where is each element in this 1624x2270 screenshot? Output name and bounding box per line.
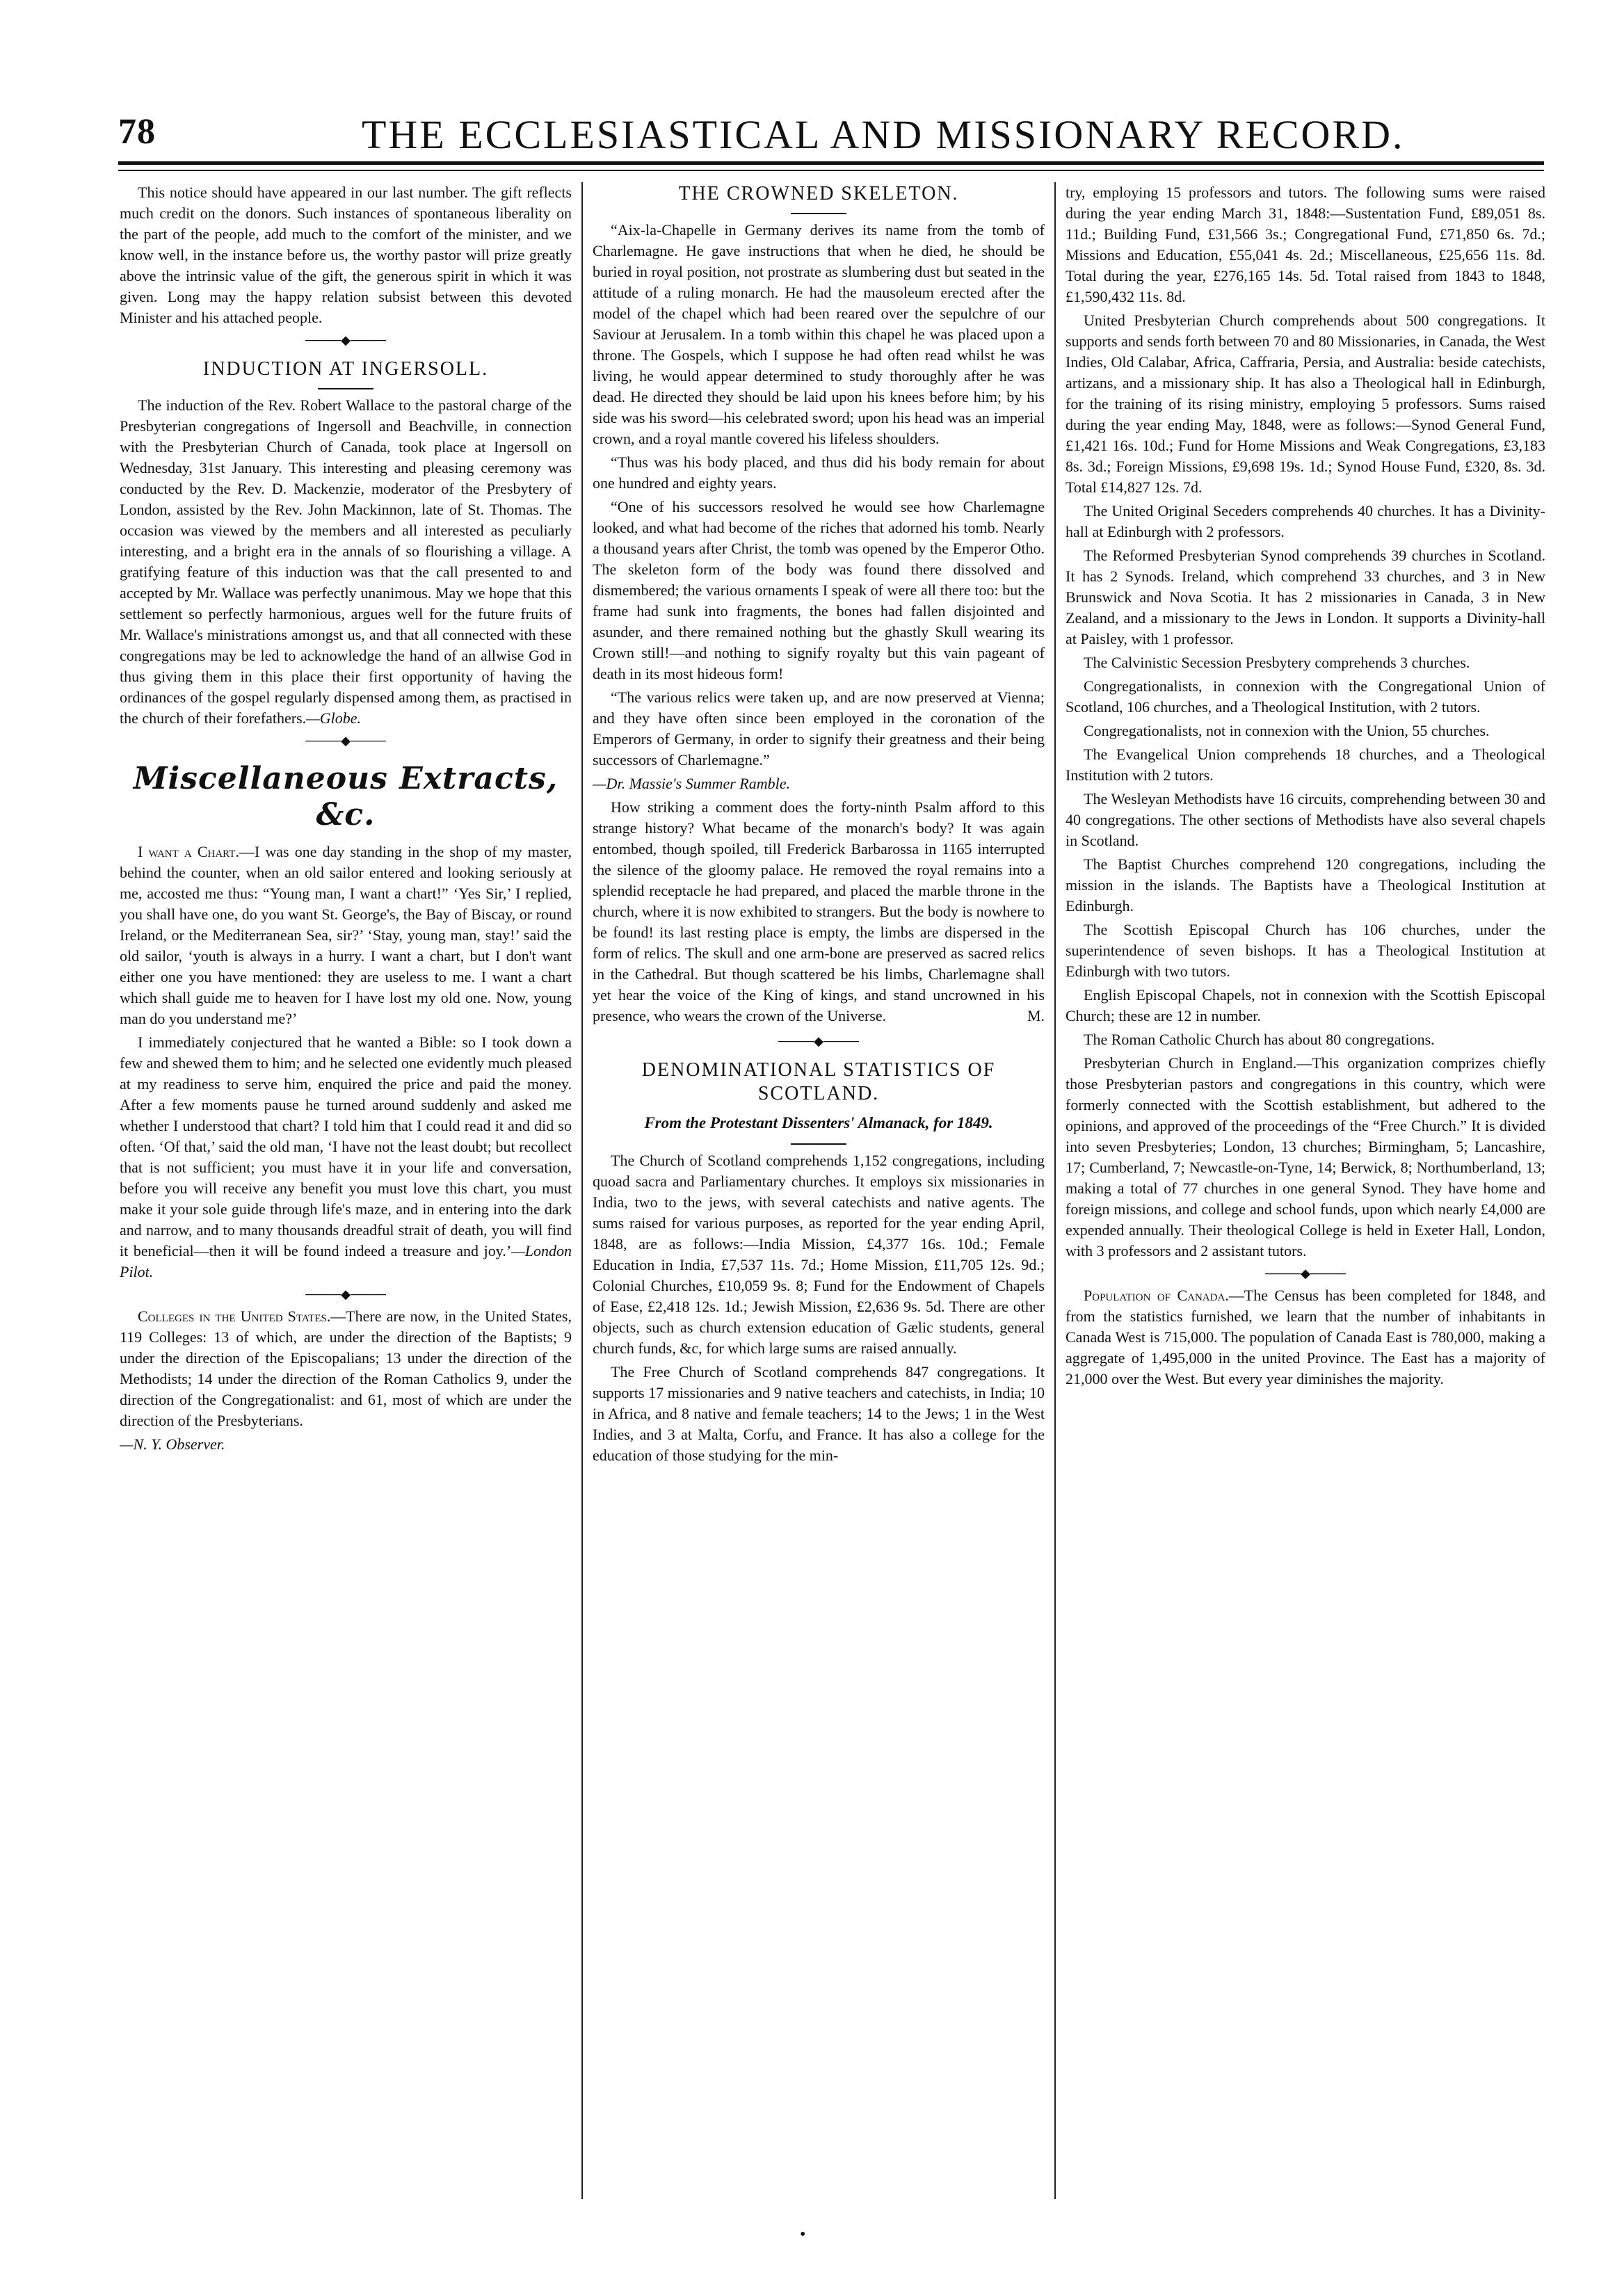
calvinistic-secession-paragraph: The Calvinistic Secession Presbytery comprehends 3 churches. <box>1084 654 1470 671</box>
ornament-divider: ────◆──── <box>778 1034 859 1048</box>
colleges-paragraph: Colleges in the United States.—There are now, in the United States, 119 Colleges: 13 of which, are under the direction of the Baptists; 9 under the direction of the Episcopalians; 13 under the direction of the Methodists; 14 under the direction of the Roman Catholics 9, under the direction of the Congregationalist: and 61, most of which are under the direction of the Presbyterians. <box>120 1307 572 1429</box>
running-title: THE ECCLESIASTICAL AND MISSIONARY RECORD. <box>362 112 1405 157</box>
scottish-episcopal-paragraph: The Scottish Episcopal Church has 106 churches, under the superintendence of seven bishops. It has a Theological Institution at Edinburgh with two tutors. <box>1066 921 1545 980</box>
presbyterian-england-paragraph: Presbyterian Church in England.—This organization comprizes chiefly those Presbyterian pastors and congregations in this country, which were formerly connected with the Scottish establishment, but adhered to the opinions, and approved of the proceedings of the “Free Church.” It is divided into seven Presbyteries; London, 13 churches; Birmingham, 5; Lancashire, 17; Cumberland, 7; Newcastle-on-Tyne, 14; Berwick, 8; Northumberland, 13; making a total of 77 churches in one general Synod. They have home and foreign missions, and college and school funds, upon which nearly £4,000 are expended annually. Their theological College is held in Exeter Hall, London, with 3 professors and 2 assistant tutors. <box>1066 1054 1545 1259</box>
induction-paragraph: The induction of the Rev. Robert Wallace to the pastoral charge of the Presbyterian congregations of Ingersoll and Beachville, in connection with the Presbyterian Church of Canada, took place at Ingersoll on Wednesday, 31st January. This interesting and pleasing ceremony was conducted by the Rev. D. Mackenzie, moderator of the Presbytery of London, assisted by the Rev. John Mackinnon, late of St. Thomas. The occasion was viewed by the members and all interested as peculiarly interesting, and a bright era in the annals of so flourishing a village. A gratifying feature of this induction was that the call presented to and accepted by Mr. Wallace was perfectly unanimous. May we hope that this settlement so perfectly harmonious, argues well for the future fruits of Mr. Wallace's ministrations amongst us, and that all connected with these congregations may be led to acknowledge the hand of an allwise God in thus giving them in this place their first opportunity of having the ordinances of the gospel regularly dispensed among them, as practised in the church of their forefathers.—Globe. <box>120 396 572 727</box>
english-episcopal-paragraph: English Episcopal Chapels, not in connexion with the Scottish Episcopal Church; these are 12 in number. <box>1066 986 1545 1024</box>
crowned-skeleton-heading: THE CROWNED SKELETON. <box>678 183 959 204</box>
united-presbyterian-paragraph: United Presbyterian Church comprehends about 500 congregations. It supports and sends forth between 70 and 80 Missionaries, in Canada, the West Indies, Old Calabar, Africa, Caffraria, Persia, and Australia: beside catechists, artizans, and a missionary ship. It has also a Theological hall in Edinburgh, for the training of its rising ministry, employing 5 professors. Sums raised during the year ending May, 1848, were as follows:—Synod General Fund, £1,421 16s. 10d.; Fund for Home Missions and Weak Congregations, £3,183 8s. 3d.; Foreign Missions, £9,698 19s. 1d.; Synod House Fund, £320, 8s. 3d. Total £14,827 12s. 7d. <box>1066 312 1545 496</box>
column-3 <box>1066 182 1545 2241</box>
short-rule <box>318 388 373 389</box>
colleges-source: —N. Y. Observer. <box>120 1435 225 1453</box>
chart-lead: I want a Chart. <box>138 843 239 860</box>
original-seceders-paragraph: The United Original Seceders comprehends 40 churches. It has a Divinity-hall at Edinburgh with 2 professors. <box>1066 502 1545 540</box>
chart-source: —London Pilot. <box>120 1242 572 1280</box>
skeleton-paragraph-2: “Thus was his body placed, and thus did his body remain for about one hundred and eighty years. <box>593 453 1045 492</box>
skeleton-paragraph-5: How striking a comment does the forty-ninth Psalm afford to this strange history? What became of the monarch's body? It was again entombed, though spoiled, till Frederick Barbarossa in 1165 interrupted the silence of the gloomy palace. He removed the royal remains into a splendid receptacle he had prepared, and placed the marble throne in the church, where it is now exhibited to strangers. But the body is nowhere to be found! its last resting place is empty, the limbs are dispersed in the form of relics. The skull and one arm-bone are preserved as sacred relics in the Cathedral. But though scattered be his limbs, Charlemagne shall yet hear the voice of the King of kings, and stand uncrowned in his presence, who wears the crown of the Universe. M. <box>593 797 1045 1027</box>
reformed-presbyterian-paragraph: The Reformed Presbyterian Synod comprehends 39 churches in Scotland. It has 2 Synods. Ireland, which comprehend 33 churches, and 3 in New Brunswick and Nova Scotia. It has 2 missionaries in Canada, 3 in New Zealand, and a missionary to the Jews in London. It supports a Divinity-hall at Paisley, with 1 professor. <box>1066 547 1545 647</box>
induction-source: —Globe. <box>306 709 361 727</box>
wesleyan-methodists-paragraph: The Wesleyan Methodists have 16 circuits, comprehending between 30 and 40 congregations. The other sections of Methodists have also several chapels in Scotland. <box>1066 790 1545 849</box>
skeleton-paragraph-3: “One of his successors resolved he would see how Charlemagne looked, and what had become of the riches that adorned his tomb. Nearly a thousand years after Christ, the tomb was opened by the Emperor Otho. The skeleton form of the body was found there dissolved and dismembered; the various ornaments I speak of were all there too: but the frame had sunk into fragments, the bones had fallen disjointed and asunder, and there remained nothing but the ghastly Skull wearing its Crown still!—and nothing to signify royalty but this vain pageant of death in its most hideous form! <box>593 498 1045 682</box>
ornament-divider: ────◆──── <box>305 734 386 748</box>
short-rule <box>791 1143 846 1145</box>
header-rule-thick <box>118 161 1544 165</box>
church-of-scotland-paragraph: The Church of Scotland comprehends 1,152 congregations, including quoad sacra and Parliamentary churches. It employs six missionaries in India, two to the jews, with several catechists and native agents. The sums raised for various purposes, as reported for the year ending April, 1848, are as follows:—India Mission, £4,377 16s. 10d.; Female Education in India, £7,537 11s. 7d.; Home Mission, £11,705 12s. 9d.; Colonial Churches, £10,059 9s. 8; Fund for the Endowment of Chapels of Ease, £2,418 12s. 1d.; Jewish Mission, £2,636 9s. 5d. There are other objects, such as church extension education of Gælic students, general church funds, &c, for which large sums are raised annually. <box>593 1152 1045 1357</box>
colleges-lead: Colleges in the United States. <box>138 1307 331 1325</box>
intro-paragraph: This notice should have appeared in our last number. The gift reflects much credit on the donors. Such instances of spontaneous liberality on the part of the people, add much to the comfort of the minister, and we know well, in the instance before us, the worthy pastor will prize greatly above the intrinsic value of the gift, the generous spirit in which it was given. Long may the happy relation subsist between this devoted Minister and his attached people. <box>120 184 572 326</box>
ornament-divider: ────◆──── <box>1265 1266 1346 1280</box>
skeleton-signature: M. <box>1027 1007 1045 1024</box>
free-church-continued: try, employing 15 professors and tutors. The following sums were raised during the year ending March 31, 1848:—Sustentation Fund, £89,051 8s. 11d.; Building Fund, £31,566 3s.; Congregational Fund, £71,850 6s. 7d.; Missions and Education, £55,041 4s. 2d.; Miscellaneous, £25,656 11s. 8d. Total during the year, £276,165 14s. 5d. Total raised from 1843 to 1848, £1,590,432 11s. 8d. <box>1066 184 1545 305</box>
column-divider-2 <box>1054 182 1056 2199</box>
skeleton-source: —Dr. Massie's Summer Ramble. <box>593 775 790 792</box>
ornament-divider: ────◆──── <box>305 1287 386 1301</box>
population-lead: Population of Canada. <box>1084 1287 1229 1304</box>
roman-catholic-paragraph: The Roman Catholic Church has about 80 congregations. <box>1084 1031 1435 1048</box>
skeleton-paragraph-4: “The various relics were taken up, and are now preserved at Vienna; and they have often since been employed in the coronation of the Emperors of Germany, in order to signify their greatness and their being successors of Charlemagne.” <box>593 689 1045 768</box>
free-church-paragraph: The Free Church of Scotland comprehends 847 congregations. It supports 17 missionaries and 9 native teachers and catechists, in India; 10 in Africa, and 8 native and female teachers; 14 to the Jews; 1 in the West Indies, and 3 at Malta, Corfu, and France. It has also a college for the education of those studying for the min- <box>593 1363 1045 1464</box>
congregationalists-non-union-paragraph: Congregationalists, not in connexion with the Union, 55 churches. <box>1084 722 1490 739</box>
baptist-churches-paragraph: The Baptist Churches comprehend 120 congregations, including the mission in the islands. The Baptists have a Theological Institution at Edinburgh. <box>1066 855 1545 915</box>
page-number: 78 <box>118 112 156 152</box>
population-canada-paragraph: Population of Canada.—The Census has been completed for 1848, and from the statistics furnished, we learn that the number of inhabitants in Canada West is 715,000. The population of Canada East is 780,000, making a aggregate of 1,495,000 in the united Province. The East has a majority of 21,000 over the West. But every year diminishes the majority. <box>1066 1287 1545 1387</box>
statistics-heading: DENOMINATIONAL STATISTICS OF SCOTLAND. <box>641 1059 996 1104</box>
skeleton-paragraph-1: “Aix-la-Chapelle in Germany derives its name from the tomb of Charlemagne. He gave instructions that when he died, he should be buried in royal position, not prostrate as slumbering dust but seated in the attitude of a ruling monarch. He had the mausoleum erected after the model of the chapel which had been reared over the sepulchre of our Saviour at Jerusalem. In a tomb within this chapel he was placed upon a throne. The Gospels, which I suppose he had often read whilst he was living, he would appear determined to study thoroughly after he was dead. He directed they should be laid upon his knees before him; by his side was his sword—his celebrated sword; upon his head was an imperial crown, and a royal mantle covered his lifeless shoulders. <box>593 221 1045 447</box>
induction-heading: INDUCTION AT INGERSOLL. <box>202 358 489 380</box>
chart-paragraph-1: I want a Chart.—I was one day standing in the shop of my master, behind the counter, when an old sailor entered and looking seriously at me, accosted me thus: “Young man, I want a chart!” ‘Yes Sir,’ I replied, you shall have one, do you want St. George's, the Bay of Biscay, or round Ireland, or the Mediterranean Sea, sir?’ ‘Stay, young man, stay!’ said the old sailor, ‘youth is always in a hurry. I want a chart, but I don't want either one you have mentioned: they are useless to me. I want a chart which shall guide me to heaven for I have lost my old one. Now, young man do you understand me?’ <box>120 843 572 1027</box>
evangelical-union-paragraph: The Evangelical Union comprehends 18 churches, and a Theological Institution with 2 tutors. <box>1066 746 1545 784</box>
congregationalists-union-paragraph: Congregationalists, in connexion with the Congregational Union of Scotland, 106 churches, and a Theological Institution, with 2 tutors. <box>1066 677 1545 716</box>
short-rule <box>791 213 846 214</box>
column-divider-1 <box>581 182 583 2199</box>
miscellaneous-extracts-heading: Miscellaneous Extracts, &c. <box>133 761 558 832</box>
page-mark: • <box>800 2225 806 2244</box>
column-1 <box>120 182 572 2241</box>
chart-paragraph-2: I immediately conjectured that he wanted a Bible: so I took down a few and shewed them to him; and he selected one evidently much pleased at my readiness to serve him, enquired the price and paid the money. After a few moments pause he turned around suddenly and asked me whether I understood that chart? I told him that I could read it and did so often. ‘Of that,’ said the old man, ‘I have not the least doubt; but recollect that is not sufficient; you must have it in your life and conversation, before you will receive any benefit you must love this chart, you must make it your sole guide through life's maze, and in entering into the dark and narrow, and to many thousands dreadful strait of death, you will find it beneficial—then it will be found indeed a treasure and joy.’—London Pilot. <box>120 1033 572 1280</box>
statistics-subtitle: From the Protestant Dissenters' Almanack, for 1849. <box>644 1114 993 1132</box>
ornament-divider: ────◆──── <box>305 333 386 347</box>
header-rule-thin <box>118 170 1544 171</box>
column-2 <box>593 182 1045 2241</box>
